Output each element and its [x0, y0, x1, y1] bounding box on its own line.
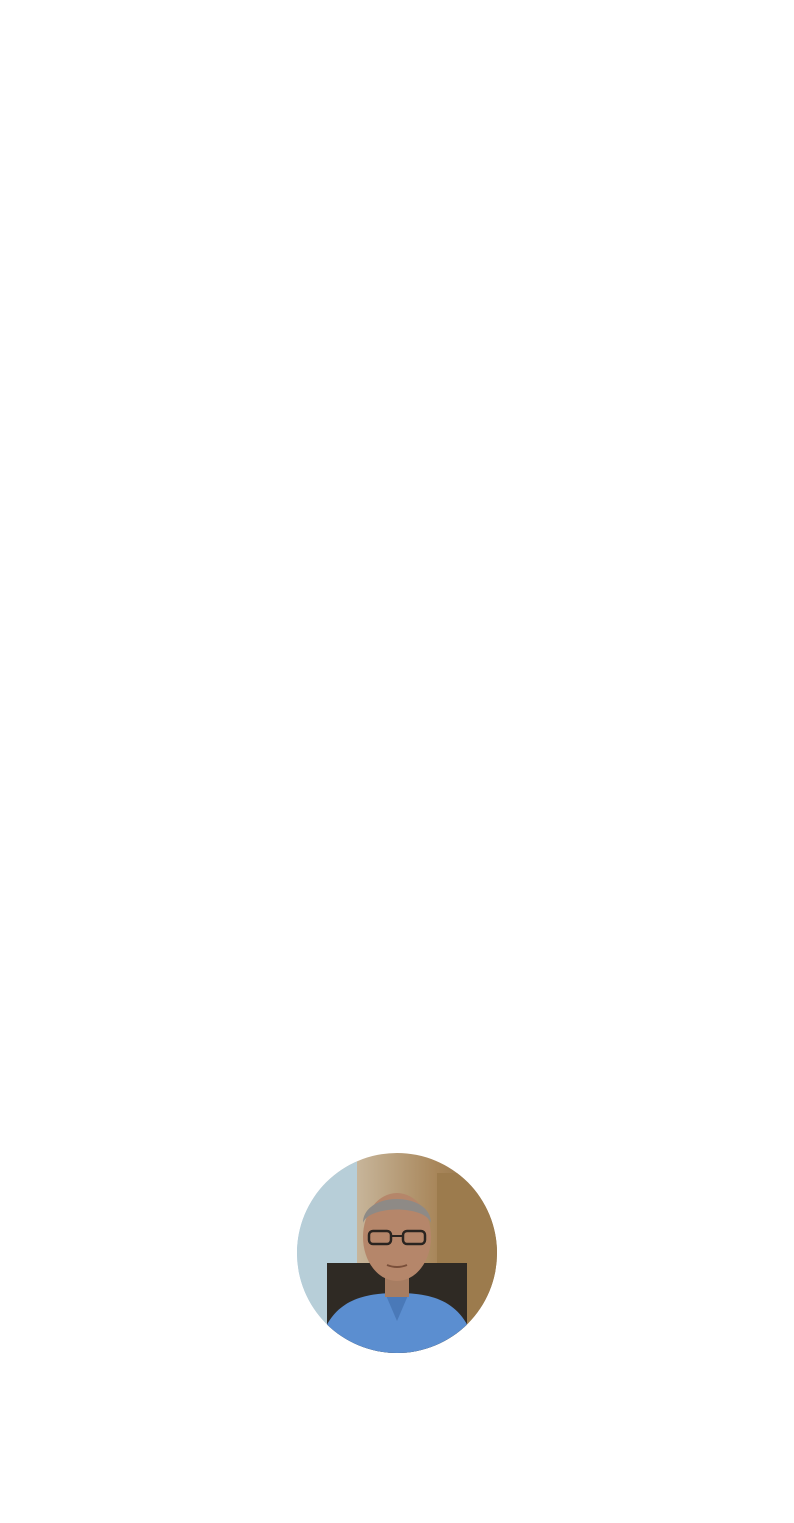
author-photo [297, 1153, 497, 1353]
promo-footer [0, 1122, 794, 1523]
document-content [8, 0, 786, 1122]
person-portrait-icon [297, 1153, 497, 1353]
